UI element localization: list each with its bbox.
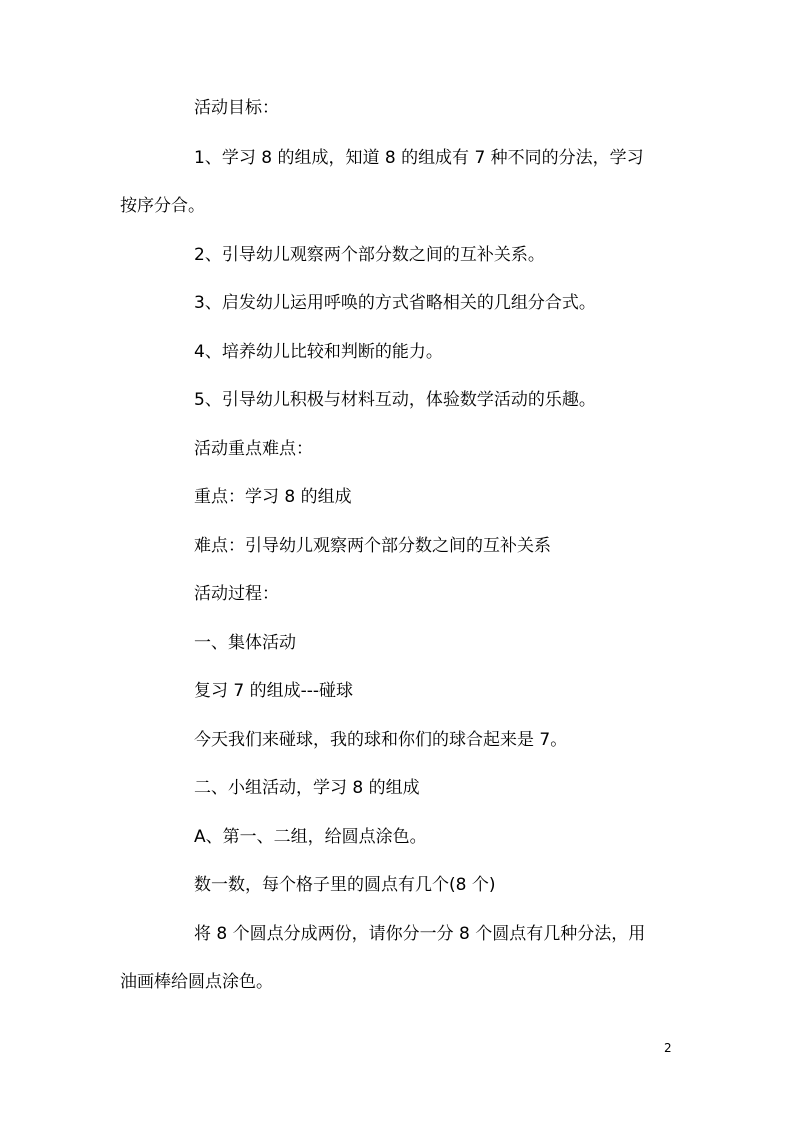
text-line: 5、引导幼儿积极与材料互动，体验数学活动的乐趣。	[194, 390, 596, 410]
text-line: 4、培养幼儿比较和判断的能力。	[194, 342, 443, 362]
text-line: 难点：引导幼儿观察两个部分数之间的互补关系	[194, 536, 551, 556]
page-number: 2	[664, 1041, 672, 1055]
text-line: 油画棒给圆点涂色。	[120, 972, 273, 992]
text-line: 2、引导幼儿观察两个部分数之间的互补关系。	[194, 245, 545, 265]
text-line: 将 8 个圆点分成两份，请你分一分 8 个圆点有几种分法，用	[194, 924, 646, 944]
text-line: 复习 7 的组成---碰球	[194, 681, 354, 701]
text-line: 3、启发幼儿运用呼唤的方式省略相关的几组分合式。	[194, 293, 596, 313]
text-line: 一、集体活动	[194, 633, 296, 653]
text-line: 按序分合。	[120, 196, 205, 216]
text-line: 二、小组活动，学习 8 的组成	[194, 778, 420, 798]
text-line: 数一数，每个格子里的圆点有几个(8 个)	[194, 875, 496, 895]
text-line: 活动重点难点：	[194, 439, 313, 459]
text-line: 今天我们来碰球，我的球和你们的球合起来是 7。	[194, 730, 568, 750]
text-line: A、第一、二组，给圆点涂色。	[194, 827, 427, 847]
text-line: 活动过程：	[194, 584, 279, 604]
text-line: 1、学习 8 的组成，知道 8 的组成有 7 种不同的分法，学习	[194, 148, 644, 168]
text-line: 重点：学习 8 的组成	[194, 487, 352, 507]
text-line: 活动目标：	[194, 98, 279, 118]
